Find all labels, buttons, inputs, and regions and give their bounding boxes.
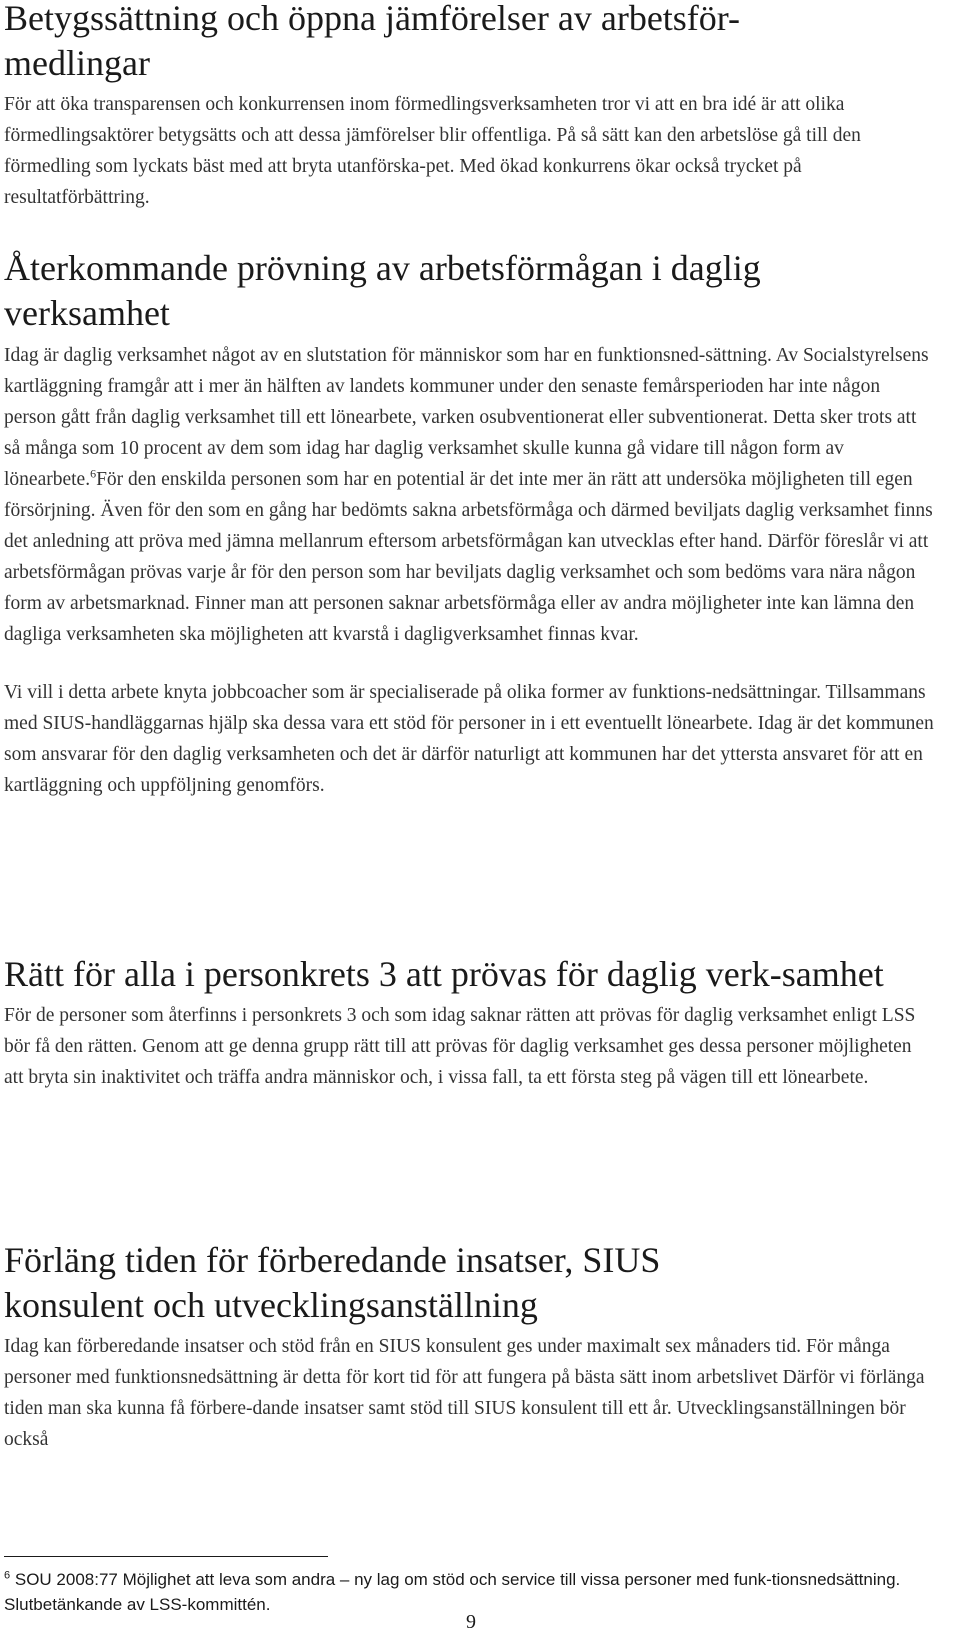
section-heading: Återkommande prövning av arbetsförmågan i daglig verksamhet [4, 248, 761, 333]
footnote-text: SOU 2008:77 Möjlighet att leva som andra – ny lag om stöd och service till vissa personer med funk-tionsnedsättning. Slutbetänkande av LSS-kommittén. [4, 1570, 901, 1614]
section-paragraph: För att öka transparensen och konkurrensen inom förmedlingsverksamheten tror vi att en bra idé är att olika förmedlingsaktörer betygsätts och att dessa jämförelser blir offentliga. På så sätt kan den arbetslöse gå till den förmedling som lyckats bäst med att bryta utanförska-pet. Med ökad konkurrens ökar också trycket på resultatförbättring. [4, 94, 861, 208]
section-paragraph: För de personer som återfinns i personkrets 3 och som idag saknar rätten att prövas för daglig verksamhet enligt LSS bör få den rätten. Genom att ge denna grupp rätt till att prövas för daglig verksamhet ges dessa personer möjligheten att bryta sin inaktivitet och träffa andra människor och, i vissa fall, ta ett första steg på vägen till ett lönearbete. [4, 1005, 916, 1088]
paragraph-text: För den enskilda personen som har en potential är det inte mer än rätt att undersöka möjligheten till egen försörjning. Även för den som en gång har bedömts sakna arbetsförmåga och därmed beviljats daglig verksamhet finns det anledning att pröva med jämna mellanrum eftersom arbetsförmågan kan utvecklas efter hand. Därför föreslår vi att arbetsförmågan prövas varje år för den person som har beviljats daglig verksamhet och som bedöms vara nära någon form av arbetsmarknad. Finner man att personen saknar arbetsförmåga eller av andra möjligheter inte kan lämna den dagliga verksamheten ska möjligheten att kvarstå i dagligverksamhet finnas kvar. [4, 469, 933, 645]
page-number: 9 [466, 1611, 476, 1633]
section-ratt-for-alla [4, 952, 934, 1093]
footnote-divider [4, 1556, 328, 1557]
section-heading: Förläng tiden för förberedande insatser, SIUS konsulent och utvecklingsanställning [4, 1240, 661, 1325]
section-heading: Betygssättning och öppna jämförelser av arbetsför-medlingar [4, 0, 741, 83]
section-paragraph [4, 340, 934, 650]
footnote-reference[interactable]: 6 [90, 466, 97, 481]
section-aterkommande-provning [4, 246, 934, 801]
section-forlang-tiden [4, 1238, 934, 1455]
section-paragraph: Vi vill i detta arbete knyta jobbcoacher som är specialiserade på olika former av funktions-nedsättningar. Tillsammans med SIUS-handläggarnas hjälp ska dessa vara ett stöd för personer in i ett eventuellt lönearbete. Idag är det kommunen som ansvarar för den daglig verksamheten och det är därför naturligt att kommunen har det yttersta ansvaret för att en kartläggning och uppföljning genomförs. [4, 682, 934, 796]
footnote-marker: 6 [4, 1569, 11, 1582]
section-paragraph: Idag kan förberedande insatser och stöd från en SIUS konsulent ges under maximalt sex månaders tid. För många personer med funktionsnedsättning är detta för kort tid för att fungera på bästa sätt inom arbetslivet Därför vi förlänga tiden man ska kunna få förbere-dande insatser samt stöd till SIUS konsulent till ett år. Utvecklingsanställningen bör också [4, 1336, 925, 1450]
paragraph-text: Idag är daglig verksamhet något av en slutstation för människor som har en funktionsned-sättning. Av Socialstyrelsens kartläggning framgår att i mer än hälften av landets kommuner under den senaste femårsperioden har inte någon person gått från daglig verksamhet till ett lönearbete, varken osubventionerat eller subventionerat. Detta sker trots att så många som 10 procent av dem som idag har daglig verksamhet skulle kunna gå vidare till någon form av lönearbete. [4, 345, 929, 490]
section-betygssattning [4, 0, 934, 213]
section-heading: Rätt för alla i personkrets 3 att prövas för daglig verk-samhet [4, 954, 884, 994]
